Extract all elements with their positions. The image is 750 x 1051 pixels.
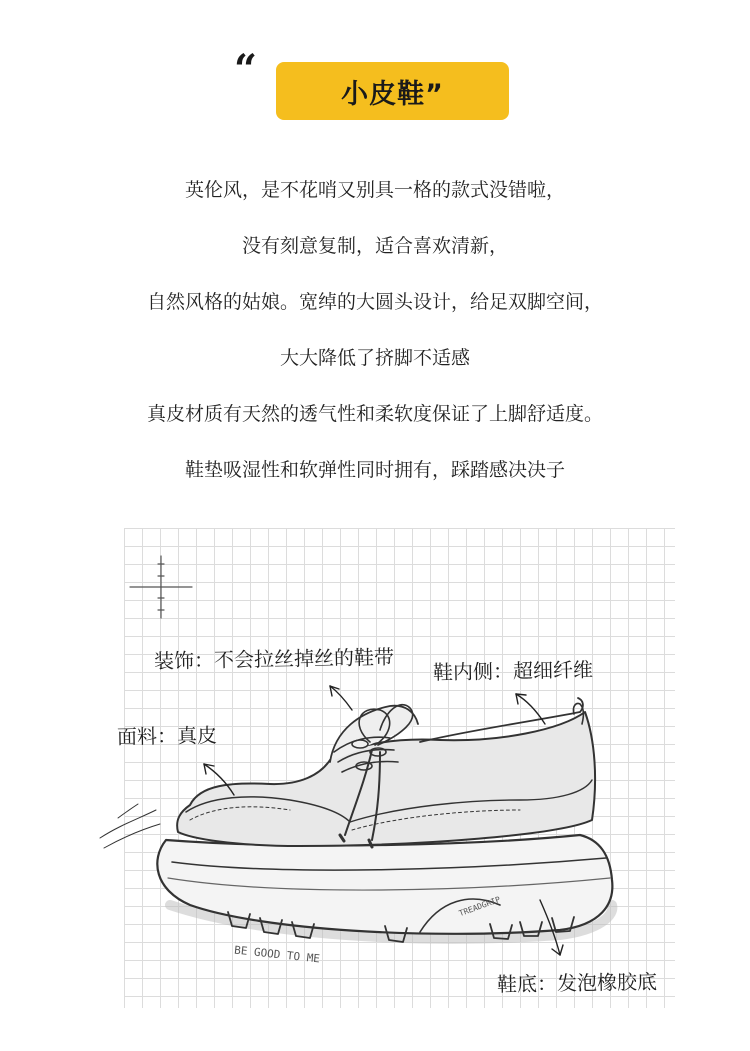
description-line: 真皮材质有天然的透气性和柔软度保证了上脚舒适度。 (146, 403, 603, 425)
annotation-material: 面料：真皮 (116, 723, 218, 749)
description-line: 自然风格的姑娘。宽绰的大圆头设计，给足双脚空间， (146, 291, 603, 313)
side-print-text: TREADGRIP (457, 894, 502, 919)
open-quote-mark: “ (234, 46, 258, 93)
annotation-inner: 鞋内侧：超细纤维 (432, 657, 594, 685)
description-line: 没有刻意复制，适合喜欢清新， (241, 235, 508, 257)
description-line: 大大降低了挤脚不适感 (279, 347, 470, 369)
description-line: 英伦风，是不花哨又别具一格的款式没错啦， (184, 179, 565, 201)
annotation-sole: 鞋底：发泡橡胶底 (496, 969, 658, 997)
description-line: 鞋垫吸湿性和软弹性同时拥有，踩踏感决决子 (184, 459, 565, 481)
page-title: 小皮鞋” (341, 78, 444, 110)
crosshair-icon (130, 556, 192, 618)
sole-print-text: BE GOOD TO ME (233, 943, 321, 966)
annotation-decoration: 装饰：不会拉丝掉丝的鞋带 (153, 644, 395, 674)
